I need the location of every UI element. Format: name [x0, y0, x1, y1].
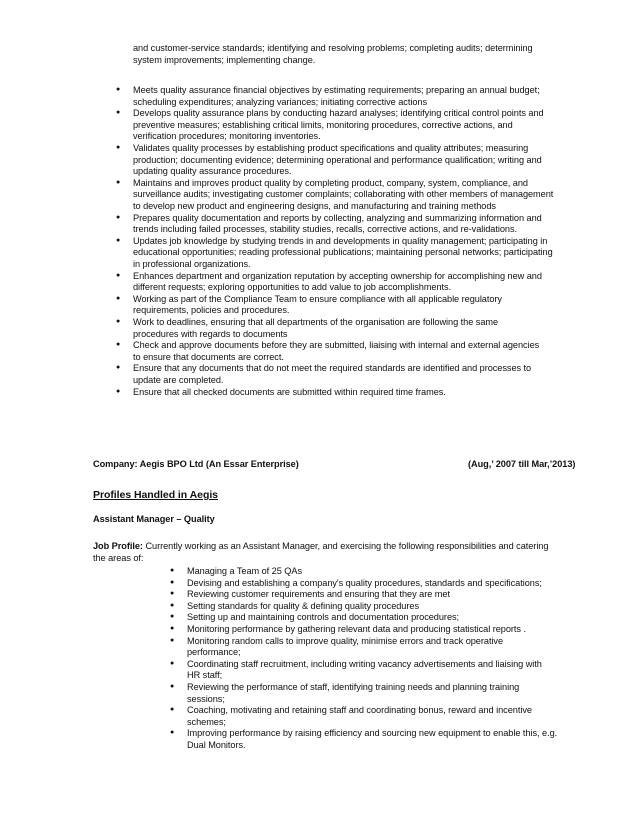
intro-line: system improvements; implementing change.	[133, 55, 316, 65]
duty-line: Coaching, motivating and retaining staff and coordinating bonus, reward and incentive	[187, 705, 532, 716]
bullet-icon: ●	[170, 578, 175, 586]
job-profile-text: Currently working as an Assistant Manager, and exercising the following responsibilities and catering	[142, 541, 549, 551]
responsibility-line: Maintains and improves product quality by completing product, company, system, compliance, and	[133, 177, 528, 188]
responsibility-line: Enhances department and organization reputation by accepting ownership for accomplishing new and	[133, 270, 542, 281]
bullet-icon: ●	[170, 567, 175, 574]
responsibility-line: Prepares quality documentation and reports by collecting, analyzing and summarizing information and	[133, 212, 542, 223]
bullet-icon: ●	[116, 144, 121, 151]
responsibility-line: Ensure that all checked documents are submitted within required time frames.	[133, 386, 446, 397]
role-title: Assistant Manager – Quality	[93, 514, 215, 524]
company-name: Company: Aegis BPO Ltd (An Essar Enterprise)	[93, 459, 299, 469]
job-profile-line	[93, 540, 548, 552]
responsibility-line: surveillance audits; investigating customer complaints; collaborating with other members of management	[133, 189, 554, 200]
duty-line: Dual Monitors.	[187, 740, 246, 750]
responsibility-line: trends including failed processes, stability studies, recalls, corrective actions, and re-validations.	[133, 224, 518, 235]
bullet-icon: ●	[116, 364, 121, 372]
bullet-icon: ●	[116, 178, 121, 186]
responsibility-line: requirements, policies and procedures.	[133, 305, 290, 316]
duty-line: Managing a Team of 25 QAs	[187, 566, 303, 576]
job-profile-line-2: the areas of:	[93, 553, 144, 563]
responsibility-line: updating quality assurance procedures.	[133, 166, 292, 177]
responsibility-line: Check and approve documents before they are submitted, liaising with internal and external agencies	[133, 340, 540, 351]
bullet-icon: ●	[170, 613, 175, 621]
job-profile-label: Job Profile:	[93, 541, 143, 551]
bullet-icon: ●	[116, 387, 121, 395]
bullet-icon: ●	[116, 341, 121, 349]
bullet-icon: ●	[116, 318, 121, 325]
responsibility-line: production; documenting evidence; determining operational and performance qualification; writing and	[133, 154, 542, 165]
bullet-icon: ●	[116, 109, 121, 117]
duty-line: Reviewing customer requirements and ensuring that they are met	[187, 589, 450, 600]
responsibility-line: scheduling expenditures; analyzing variances; initiating corrective actions	[133, 96, 427, 107]
bullet-icon: ●	[170, 636, 175, 644]
responsibility-line: to develop new product and engineering designs, and manufacturing and training methods	[133, 201, 496, 211]
responsibility-line: in professional organizations.	[133, 259, 251, 269]
duty-line: Devising and establishing a company's quality procedures, standards and specifications;	[187, 577, 542, 588]
duty-line: Monitoring performance by gathering relevant data and producing statistical reports .	[187, 624, 526, 634]
bullet-icon: ●	[170, 659, 175, 667]
duty-line: schemes;	[187, 716, 226, 727]
duty-line: performance;	[187, 647, 241, 658]
bullet-icon: ●	[116, 213, 121, 221]
responsibility-line: Work to deadlines, ensuring that all departments of the organisation are following the same	[133, 317, 499, 327]
profiles-heading: Profiles Handled in Aegis	[93, 489, 218, 501]
bullet-icon: ●	[116, 86, 121, 93]
duty-line: Monitoring random calls to improve quality, minimise errors and track operative	[187, 635, 504, 646]
bullet-icon: ●	[170, 706, 175, 714]
bullet-icon: ●	[170, 601, 175, 609]
duty-line: Setting up and maintaining controls and documentation procedures;	[187, 612, 460, 623]
responsibility-line: Ensure that any documents that do not meet the required standards are identified and processes to	[133, 363, 532, 374]
responsibility-line: Validates quality processes by establishing product specifications and quality attributes; measuring	[133, 143, 529, 153]
responsibility-line: to ensure that documents are correct.	[133, 351, 284, 362]
responsibility-line: procedures with regards to documents	[133, 328, 288, 339]
duty-line: Coordinating staff recruitment, including writing vacancy advertisements and liaising with	[187, 658, 542, 669]
bullet-icon: ●	[170, 625, 175, 632]
responsibility-line: educational opportunities; reading professional publications; maintaining personal networks; participating	[133, 247, 553, 258]
bullet-icon: ●	[116, 294, 121, 302]
duty-line: Improving performance by raising efficiency and sourcing new equipment to enable this, e.g.	[187, 728, 558, 739]
bullet-icon: ●	[116, 271, 121, 279]
bullet-icon: ●	[170, 683, 175, 690]
bullet-icon: ●	[170, 729, 175, 737]
duty-line: sessions;	[187, 693, 225, 704]
responsibility-line: preventive measures; establishing critical limits, monitoring procedures, corrective actions, and	[133, 119, 513, 130]
responsibility-line: verification procedures; monitoring inventories.	[133, 131, 321, 142]
bullet-icon: ●	[116, 236, 121, 244]
duty-line: Reviewing the performance of staff, identifying training needs and planning training	[187, 682, 520, 692]
responsibility-line: different requests; exploring opportunities to add value to job accomplishments.	[133, 282, 452, 293]
responsibility-line: Develops quality assurance plans by conducting hazard analyses; identifying critical control points and	[133, 108, 544, 119]
company-period: (Aug,’ 2007 till Mar,’2013)	[468, 459, 576, 469]
duty-line: HR staff;	[187, 670, 223, 681]
duty-line: Setting standards for quality & defining quality procedures	[187, 600, 419, 611]
responsibility-line: update are completed.	[133, 375, 224, 385]
responsibility-line: Updates job knowledge by studying trends in and developments in quality management; participating in	[133, 235, 548, 246]
responsibility-line: Working as part of the Compliance Team to ensure compliance with all applicable regulatory	[133, 293, 502, 304]
bullet-icon: ●	[170, 590, 175, 598]
intro-line: and customer-service standards; identifying and resolving problems; completing audits; determining	[133, 43, 533, 53]
responsibility-line: Meets quality assurance financial objectives by estimating requirements; preparing an annual budget;	[133, 85, 540, 95]
